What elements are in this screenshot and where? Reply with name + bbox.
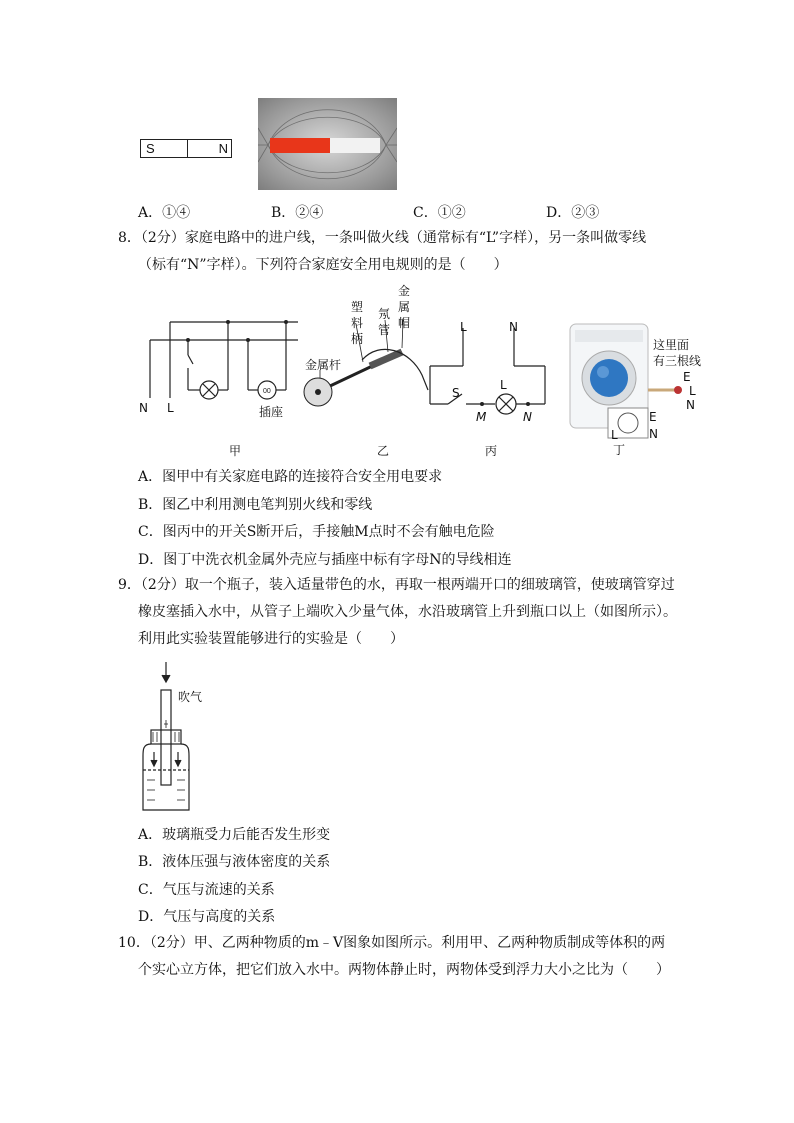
label-char: 属 — [398, 300, 411, 314]
q8-option-b: B．图乙中利用测电笔判别火线和零线 — [138, 497, 373, 513]
q7-option-a: A．①④ — [138, 205, 191, 221]
label-ding-three-wires — [653, 337, 701, 369]
label-char: 氖 — [378, 307, 391, 321]
label-line: 这里面 — [653, 338, 690, 352]
q10-stem-line2: 个实心立方体，把它们放入水中。两物体静止时，两物体受到浮力大小之比为（ ） — [138, 962, 670, 978]
label-yi-plastic-handle — [351, 299, 363, 347]
label-char: 塑 — [351, 300, 364, 314]
svg-text:00: 00 — [263, 388, 271, 395]
label-bing-lamp-L: L — [500, 378, 507, 392]
label-char: 管 — [378, 323, 391, 337]
q9-option-d: D．气压与高度的关系 — [138, 909, 276, 925]
label-ding-L-top: L — [689, 384, 696, 398]
figure-jia-circuit — [150, 322, 298, 399]
caption-yi: 乙 — [377, 444, 390, 458]
q10-stem-line1: 10．（2分）甲、乙两种物质的m﹣V图象如图所示。利用甲、乙两种物质制成等体积的两 — [118, 935, 666, 951]
label-char: 帽 — [398, 316, 411, 330]
label-ding-E-top: E — [683, 370, 691, 384]
label-yi-metal-rod: 金属杆 — [305, 358, 342, 372]
q9-stem-line2: 橡皮塞插入水中，从管子上端吹入少量气体，水沿玻璃管上升到瓶口以上（如图所示）。 — [138, 604, 677, 620]
q8-option-a: A．图甲中有关家庭电路的连接符合安全用电要求 — [138, 469, 443, 485]
q9-stem-line3: 利用此实验装置能够进行的实验是（ ） — [138, 631, 404, 647]
label-bing-M: M — [476, 410, 487, 424]
magnet-diagram — [140, 139, 232, 158]
label-bing-N-point: N — [523, 410, 532, 424]
magnet-white-half — [330, 138, 380, 153]
q9-bottle-figure — [135, 660, 235, 815]
label-bing-N: N — [509, 320, 518, 334]
label-bing-L: L — [460, 320, 467, 334]
label-yi-neon-tube — [378, 306, 390, 338]
label-ding-N: N — [649, 427, 658, 441]
label-ding-N-top: N — [686, 398, 695, 412]
q7-option-c: C．①② — [413, 205, 466, 221]
label-yi-metal-cap — [398, 283, 410, 331]
label-jia-L: L — [167, 401, 174, 415]
q8-option-c: C．图丙中的开关S断开后，手接触M点时不会有触电危险 — [138, 524, 495, 540]
q9-option-c: C．气压与流速的关系 — [138, 882, 275, 898]
label-line: 有三根线 — [653, 354, 702, 368]
magnet-n-label: N — [218, 141, 228, 156]
q7-option-d: D．②③ — [546, 205, 600, 221]
q8-stem-line2: （标有“N”字样）。下列符合家庭安全用电规则的是（ ） — [138, 257, 508, 273]
q8-option-d: D．图丁中洗衣机金属外壳应与插座中标有字母N的导线相连 — [138, 552, 512, 568]
magnet-s-label: S — [141, 140, 188, 157]
label-char: 料 — [351, 316, 364, 330]
label-jia-N: N — [139, 401, 148, 415]
label-char: 柄 — [351, 332, 364, 346]
q9-option-b: B．液体压强与液体密度的关系 — [138, 854, 331, 870]
magnet-iron-filings-photo — [258, 98, 397, 190]
figure-bing-circuit — [430, 328, 545, 414]
q8-stem-line1: 8．（2分）家庭电路中的进户线，一条叫做火线（通常标有“L”字样），另一条叫做零线 — [118, 230, 647, 246]
caption-bing: 丙 — [485, 444, 498, 458]
q9-option-a: A．玻璃瓶受力后能否发生形变 — [138, 827, 331, 843]
label-bing-S: S — [452, 386, 460, 400]
q8-figures — [130, 280, 720, 465]
q7-option-b: B．②④ — [271, 205, 324, 221]
q9-stem-line1: 9．（2分）取一个瓶子，装入适量带色的水，再取一根两端开口的细玻璃管，使玻璃管穿过 — [118, 577, 675, 593]
caption-jia: 甲 — [229, 444, 242, 458]
q9-blow-label: 吹气 — [178, 690, 203, 704]
label-ding-E: E — [649, 410, 657, 424]
label-ding-L: L — [611, 428, 618, 442]
label-char: 金 — [398, 284, 411, 298]
label-jia-socket: 插座 — [259, 405, 284, 419]
caption-ding: 丁 — [613, 443, 626, 457]
magnet-red-half — [270, 138, 330, 153]
